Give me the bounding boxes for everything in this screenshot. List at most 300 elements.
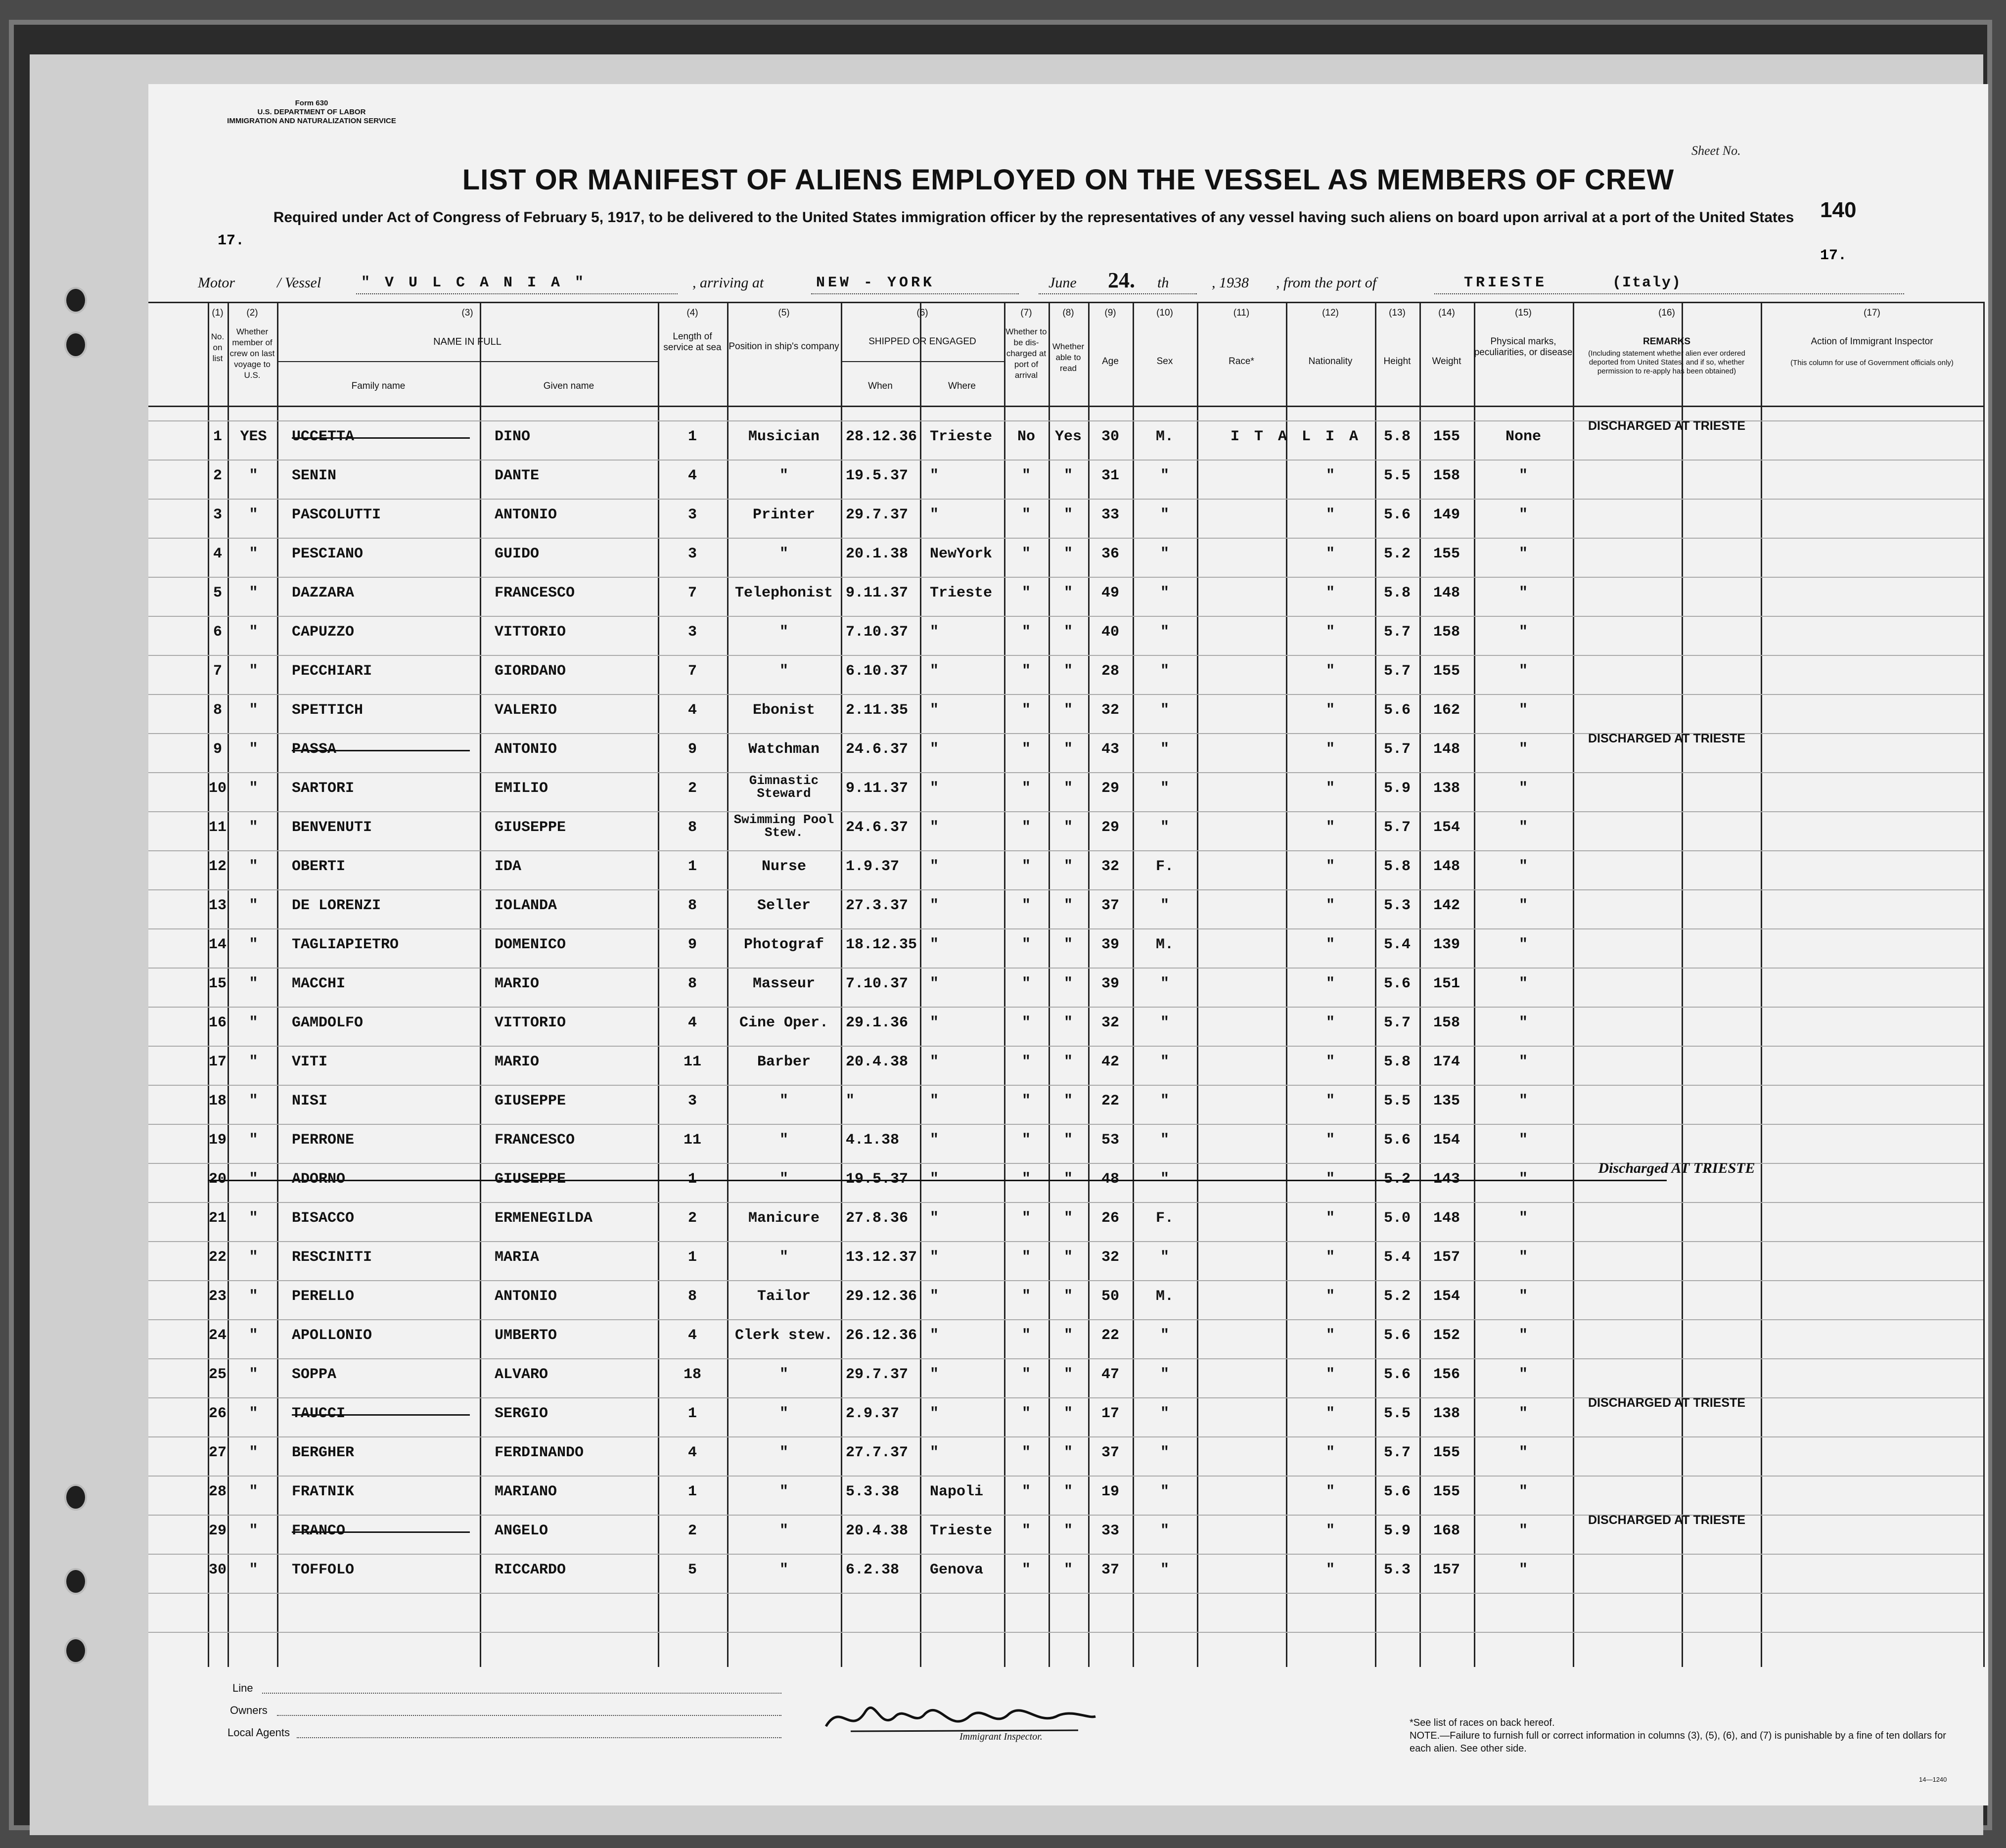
row-10-age: 29 <box>1101 780 1119 797</box>
row-25-disch: " <box>1021 1366 1031 1383</box>
row-22-position: " <box>779 1249 788 1266</box>
row-2-member: " <box>249 467 258 484</box>
row-1-where: Trieste <box>930 428 993 445</box>
header-member: Whether member of crew on last voyage to U.S. <box>229 327 275 380</box>
row-20-where: " <box>930 1171 939 1188</box>
row-19-sex: " <box>1160 1132 1169 1149</box>
row-4-nat: " <box>1325 546 1335 562</box>
row-9-where: " <box>930 741 939 758</box>
punch-hole-icon <box>64 1484 87 1511</box>
row-7-nat: " <box>1325 663 1335 680</box>
row-28-position: " <box>779 1483 788 1500</box>
header-n15: (15) <box>1515 308 1532 318</box>
row-19-nat: " <box>1325 1132 1335 1149</box>
row-21-weight: 148 <box>1433 1210 1460 1227</box>
row-27-height: 5.7 <box>1383 1444 1411 1461</box>
row-rule <box>148 1593 1983 1594</box>
row-rule <box>148 772 1983 773</box>
row-6-given: VITTORIO <box>495 624 566 641</box>
row-25-height: 5.6 <box>1383 1366 1411 1383</box>
row-28-length: 1 <box>687 1483 697 1500</box>
row-25-weight: 156 <box>1433 1366 1460 1383</box>
row-14-family: TAGLIAPIETRO <box>292 936 399 953</box>
row-2-when: 19.5.37 <box>846 467 909 484</box>
row-26-age: 17 <box>1101 1405 1119 1422</box>
row-rule <box>148 1476 1983 1477</box>
row-11-member: " <box>249 819 258 836</box>
row-10-height: 5.9 <box>1383 780 1411 797</box>
row-10-given: EMILIO <box>495 780 548 797</box>
row-5-where: Trieste <box>930 585 993 601</box>
row-7-disch: " <box>1021 663 1031 680</box>
row-22-phys: " <box>1518 1249 1528 1266</box>
row-12-where: " <box>930 858 939 875</box>
header-n11: (11) <box>1233 308 1250 318</box>
row-27-weight: 155 <box>1433 1444 1460 1461</box>
row-26-sex: " <box>1160 1405 1169 1422</box>
header-action: Action of Immigrant Inspector <box>1811 336 1933 347</box>
row-rule <box>148 1280 1983 1281</box>
row-9-sex: " <box>1160 741 1169 758</box>
row-27-family: BERGHER <box>292 1444 355 1461</box>
row-29-when: 20.4.38 <box>846 1523 909 1539</box>
row-10-when: 9.11.37 <box>846 780 909 797</box>
row-10-length: 2 <box>687 780 697 797</box>
row-rule <box>148 1554 1983 1555</box>
footer-note <box>1410 1716 1954 1755</box>
row-21-disch: " <box>1021 1210 1031 1227</box>
row-15-no: 15 <box>208 975 227 992</box>
row-8-read: " <box>1063 702 1073 719</box>
row-2-height: 5.5 <box>1383 467 1411 484</box>
row-1-race: I T A L I A <box>1230 428 1362 445</box>
sheet-number: 140 <box>1820 198 1857 222</box>
row-24-weight: 152 <box>1433 1327 1460 1344</box>
row-6-length: 3 <box>687 624 697 641</box>
row-rule <box>148 811 1983 812</box>
row-26-no: 26 <box>208 1405 227 1422</box>
races-note: *See list of races on back hereof. <box>1410 1717 1555 1728</box>
row-7-weight: 155 <box>1433 663 1460 680</box>
row-6-weight: 158 <box>1433 624 1460 641</box>
column-rule <box>1197 302 1198 1667</box>
row-16-phys: " <box>1518 1015 1528 1031</box>
row-1-read: Yes <box>1054 428 1082 445</box>
row-3-length: 3 <box>687 507 697 523</box>
row-4-height: 5.2 <box>1383 546 1411 562</box>
row-5-height: 5.8 <box>1383 585 1411 601</box>
row-29-sex: " <box>1160 1523 1169 1539</box>
row-13-read: " <box>1063 897 1073 914</box>
row-20-sex: " <box>1160 1171 1169 1188</box>
row-11-disch: " <box>1021 819 1031 836</box>
row-rule <box>148 850 1983 851</box>
footer-owners-blank <box>277 1715 781 1716</box>
row-30-sex: " <box>1160 1562 1169 1578</box>
row-18-position: " <box>779 1093 788 1109</box>
row-18-length: 3 <box>687 1093 697 1109</box>
row-9-given: ANTONIO <box>495 741 557 758</box>
row-10-position: Gimnastic Steward <box>749 773 819 801</box>
row-14-member: " <box>249 936 258 953</box>
row-21-member: " <box>249 1210 258 1227</box>
row-24-given: UMBERTO <box>495 1327 557 1344</box>
row-21-when: 27.8.36 <box>846 1210 909 1227</box>
row-30-length: 5 <box>687 1562 697 1578</box>
row-10-nat: " <box>1325 780 1335 797</box>
header-weight: Weight <box>1432 356 1461 367</box>
row-4-when: 20.1.38 <box>846 546 909 562</box>
row-9-member: " <box>249 741 258 758</box>
row-rule <box>148 1241 1983 1242</box>
row-22-height: 5.4 <box>1383 1249 1411 1266</box>
column-rule <box>841 302 842 1667</box>
row-3-position: Printer <box>752 507 816 523</box>
form-number: Form 630 <box>295 99 328 107</box>
row-3-where: " <box>930 507 939 523</box>
row-2-given: DANTE <box>495 467 540 484</box>
row-15-disch: " <box>1021 975 1031 992</box>
row-24-sex: " <box>1160 1327 1169 1344</box>
row-4-member: " <box>249 546 258 562</box>
header-length: Length of service at sea <box>663 331 722 353</box>
column-rule <box>277 302 278 1667</box>
column-rule <box>1682 302 1683 1667</box>
row-23-no: 23 <box>208 1288 227 1305</box>
row-8-no: 8 <box>213 702 222 719</box>
row-30-disch: " <box>1021 1562 1031 1578</box>
row-25-given: ALVARO <box>495 1366 548 1383</box>
row-2-no: 2 <box>213 467 222 484</box>
arrival-day: 24. <box>1108 268 1135 292</box>
row-20-nat: " <box>1325 1171 1335 1188</box>
row-rule <box>148 1436 1983 1437</box>
row-6-member: " <box>249 624 258 641</box>
header-n13: (13) <box>1389 308 1406 318</box>
row-27-phys: " <box>1518 1444 1528 1461</box>
row-14-length: 9 <box>687 936 697 953</box>
row-28-member: " <box>249 1483 258 1500</box>
row-12-family: OBERTI <box>292 858 346 875</box>
row-17-length: 11 <box>683 1054 701 1070</box>
header-name-in-full: NAME IN FULL <box>433 336 502 347</box>
row-12-weight: 148 <box>1433 858 1460 875</box>
row-20-member: " <box>249 1171 258 1188</box>
header-physical: Physical marks, peculiarities, or disease <box>1474 336 1573 358</box>
header-n7: (7) <box>1020 308 1032 318</box>
row-27-read: " <box>1063 1444 1073 1461</box>
row-3-phys: " <box>1518 507 1528 523</box>
row-9-weight: 148 <box>1433 741 1460 758</box>
header-bottom-rule <box>148 406 1983 407</box>
row-26-length: 1 <box>687 1405 697 1422</box>
row-15-position: Masseur <box>752 975 816 992</box>
row-13-where: " <box>930 897 939 914</box>
row-rule <box>148 460 1983 461</box>
row-19-given: FRANCESCO <box>495 1132 575 1149</box>
row-15-age: 39 <box>1101 975 1119 992</box>
row-29-read: " <box>1063 1523 1073 1539</box>
column-rule <box>1573 302 1574 1667</box>
row-17-weight: 174 <box>1433 1054 1460 1070</box>
row-19-phys: " <box>1518 1132 1528 1149</box>
row-16-nat: " <box>1325 1015 1335 1031</box>
header-n12: (12) <box>1322 308 1339 318</box>
row-13-disch: " <box>1021 897 1031 914</box>
row-23-disch: " <box>1021 1288 1031 1305</box>
row-29-no: 29 <box>208 1523 227 1539</box>
row-21-sex: F. <box>1155 1210 1174 1227</box>
row-14-height: 5.4 <box>1383 936 1411 953</box>
row-26-given: SERGIO <box>495 1405 548 1422</box>
row-rule <box>148 968 1983 969</box>
row-8-member: " <box>249 702 258 719</box>
header-n10: (10) <box>1156 308 1173 318</box>
row-3-weight: 149 <box>1433 507 1460 523</box>
row-22-when: 13.12.37 <box>846 1249 917 1266</box>
row-29-weight: 168 <box>1433 1523 1460 1539</box>
row-12-phys: " <box>1518 858 1528 875</box>
row-rule <box>148 1202 1983 1203</box>
seventeen-left: 17. <box>218 232 245 249</box>
row-4-phys: " <box>1518 546 1528 562</box>
row-28-read: " <box>1063 1483 1073 1500</box>
penalty-note: NOTE.—Failure to furnish full or correct information in columns (3), (5), (6), and (7) is punishable by a fine of ten dollars for each alien. See other side. <box>1410 1730 1946 1754</box>
row-14-age: 39 <box>1101 936 1119 953</box>
row-27-nat: " <box>1325 1444 1335 1461</box>
row-14-position: Photograf <box>743 936 824 953</box>
row-1-sex: M. <box>1155 428 1174 445</box>
row-13-member: " <box>249 897 258 914</box>
row-19-read: " <box>1063 1132 1073 1149</box>
row-25-nat: " <box>1325 1366 1335 1383</box>
row-18-when: " <box>846 1093 855 1109</box>
row-25-where: " <box>930 1366 939 1383</box>
row-27-where: " <box>930 1444 939 1461</box>
row-23-family: PERELLO <box>292 1288 355 1305</box>
row-28-where: Napoli <box>930 1483 984 1500</box>
row-22-read: " <box>1063 1249 1073 1266</box>
row-3-age: 33 <box>1101 507 1119 523</box>
row-17-where: " <box>930 1054 939 1070</box>
row-15-given: MARIO <box>495 975 540 992</box>
row-2-read: " <box>1063 467 1073 484</box>
row-17-phys: " <box>1518 1054 1528 1070</box>
row-10-disch: " <box>1021 780 1031 797</box>
row-19-weight: 154 <box>1433 1132 1460 1149</box>
row-26-read: " <box>1063 1405 1073 1422</box>
row-22-age: 32 <box>1101 1249 1119 1266</box>
row-16-family: GAMDOLFO <box>292 1015 364 1031</box>
row-29-nat: " <box>1325 1523 1335 1539</box>
blank-line <box>1039 293 1197 294</box>
row-12-height: 5.8 <box>1383 858 1411 875</box>
row-29-where: Trieste <box>930 1523 993 1539</box>
arrival-day-suffix: th <box>1157 275 1169 291</box>
row-12-member: " <box>249 858 258 875</box>
row-22-given: MARIA <box>495 1249 540 1266</box>
row-18-sex: " <box>1160 1093 1169 1109</box>
header-sex: Sex <box>1156 356 1173 367</box>
row-30-family: TOFFOLO <box>292 1562 355 1578</box>
row-20-position: " <box>779 1171 788 1188</box>
header-n16: (16) <box>1658 308 1675 318</box>
row-2-length: 4 <box>687 467 697 484</box>
header-remarks: REMARKS <box>1642 336 1691 347</box>
row-21-position: Manicure <box>748 1210 820 1227</box>
row-8-family: SPETTICH <box>292 702 364 719</box>
page-title: LIST OR MANIFEST OF ALIENS EMPLOYED ON THE VESSEL AS MEMBERS OF CREW <box>462 164 1675 196</box>
row-6-position: " <box>779 624 788 641</box>
row-26-when: 2.9.37 <box>846 1405 900 1422</box>
blank-line <box>356 293 678 294</box>
row-11-when: 24.6.37 <box>846 819 909 836</box>
remark-row-26: DISCHARGED AT TRIESTE <box>1588 1396 1746 1410</box>
row-21-given: ERMENEGILDA <box>495 1210 593 1227</box>
row-10-member: " <box>249 780 258 797</box>
row-rule <box>148 577 1983 578</box>
row-18-where: " <box>930 1093 939 1109</box>
row-1-age: 30 <box>1101 428 1119 445</box>
department-name: U.S. DEPARTMENT OF LABOR <box>257 108 366 116</box>
row-12-read: " <box>1063 858 1073 875</box>
row-22-family: RESCINITI <box>292 1249 372 1266</box>
row-8-position: Ebonist <box>752 702 816 719</box>
row-30-when: 6.2.38 <box>846 1562 900 1578</box>
row-10-no: 10 <box>208 780 227 797</box>
seventeen-right: 17. <box>1820 247 1847 264</box>
row-rule <box>148 928 1983 929</box>
row-11-age: 29 <box>1101 819 1119 836</box>
row-28-nat: " <box>1325 1483 1335 1500</box>
punch-hole-icon <box>64 1568 87 1595</box>
row-24-no: 24 <box>208 1327 227 1344</box>
row-5-position: Telephonist <box>734 585 833 601</box>
row-rule <box>148 655 1983 656</box>
row-27-no: 27 <box>208 1444 227 1461</box>
header-n2: (2) <box>246 308 258 318</box>
row-15-nat: " <box>1325 975 1335 992</box>
row-4-length: 3 <box>687 546 697 562</box>
row-14-phys: " <box>1518 936 1528 953</box>
row-16-position: Cine Oper. <box>739 1015 829 1031</box>
row-7-sex: " <box>1160 663 1169 680</box>
row-20-height: 5.2 <box>1383 1171 1411 1188</box>
row-13-family: DE LORENZI <box>292 897 381 914</box>
row-rule <box>148 1007 1983 1008</box>
row-6-family: CAPUZZO <box>292 624 355 641</box>
row-7-member: " <box>249 663 258 680</box>
blank-line <box>811 293 1019 294</box>
row-26-phys: " <box>1518 1405 1528 1422</box>
row-5-disch: " <box>1021 585 1031 601</box>
row-4-where: NewYork <box>930 546 993 562</box>
row-7-where: " <box>930 663 939 680</box>
row-16-member: " <box>249 1015 258 1031</box>
row-4-family: PESCIANO <box>292 546 364 562</box>
row-12-sex: F. <box>1155 858 1174 875</box>
row-28-family: FRATNIK <box>292 1483 355 1500</box>
row-17-height: 5.8 <box>1383 1054 1411 1070</box>
row-13-length: 8 <box>687 897 697 914</box>
row-8-when: 2.11.35 <box>846 702 909 719</box>
row-23-age: 50 <box>1101 1288 1119 1305</box>
row-4-no: 4 <box>213 546 222 562</box>
row-17-family: VITI <box>292 1054 328 1070</box>
row-24-where: " <box>930 1327 939 1344</box>
row-2-family: SENIN <box>292 467 337 484</box>
row-20-weight: 143 <box>1433 1171 1460 1188</box>
row-30-position: " <box>779 1562 788 1578</box>
row-12-given: IDA <box>495 858 522 875</box>
punch-hole-icon <box>64 1637 87 1664</box>
row-5-family: DAZZARA <box>292 585 355 601</box>
row-10-weight: 138 <box>1433 780 1460 797</box>
row-10-family: SARTORI <box>292 780 355 797</box>
row-15-sex: " <box>1160 975 1169 992</box>
row-15-weight: 151 <box>1433 975 1460 992</box>
row-9-phys: " <box>1518 741 1528 758</box>
row-23-member: " <box>249 1288 258 1305</box>
column-rule <box>1761 302 1762 1667</box>
row-17-member: " <box>249 1054 258 1070</box>
footer-line-label: Line <box>232 1682 253 1694</box>
row-6-age: 40 <box>1101 624 1119 641</box>
row-2-position: " <box>779 467 788 484</box>
remark-row-1: DISCHARGED AT TRIESTE <box>1588 419 1746 433</box>
row-4-sex: " <box>1160 546 1169 562</box>
header-read: Whether able to read <box>1052 342 1085 373</box>
row-21-height: 5.0 <box>1383 1210 1411 1227</box>
row-6-when: 7.10.37 <box>846 624 909 641</box>
form-print-number: 14—1240 <box>1919 1776 1947 1783</box>
row-8-weight: 162 <box>1433 702 1460 719</box>
row-24-position: Clerk stew. <box>734 1327 833 1344</box>
row-16-weight: 158 <box>1433 1015 1460 1031</box>
row-8-length: 4 <box>687 702 697 719</box>
row-2-age: 31 <box>1101 467 1119 484</box>
blank-line <box>1434 293 1904 294</box>
row-26-nat: " <box>1325 1405 1335 1422</box>
row-13-no: 13 <box>208 897 227 914</box>
remark-row-20: Discharged AT TRIESTE <box>1598 1160 1755 1176</box>
row-15-height: 5.6 <box>1383 975 1411 992</box>
row-5-member: " <box>249 585 258 601</box>
vessel-name: " V U L C A N I A " <box>361 275 587 291</box>
row-6-no: 6 <box>213 624 222 641</box>
row-17-no: 17 <box>208 1054 227 1070</box>
row-13-phys: " <box>1518 897 1528 914</box>
row-12-age: 32 <box>1101 858 1119 875</box>
row-18-nat: " <box>1325 1093 1335 1109</box>
header-n1: (1) <box>212 308 224 318</box>
header-race: Race* <box>1229 356 1254 367</box>
row-7-phys: " <box>1518 663 1528 680</box>
row-25-sex: " <box>1160 1366 1169 1383</box>
row-19-position: " <box>779 1132 788 1149</box>
row-8-height: 5.6 <box>1383 702 1411 719</box>
row-29-disch: " <box>1021 1523 1031 1539</box>
row-13-height: 5.3 <box>1383 897 1411 914</box>
row-14-given: DOMENICO <box>495 936 566 953</box>
row-10-phys: " <box>1518 780 1528 797</box>
row-5-no: 5 <box>213 585 222 601</box>
header-age: Age <box>1102 356 1119 367</box>
header-n17: (17) <box>1864 308 1880 318</box>
row-15-where: " <box>930 975 939 992</box>
row-16-sex: " <box>1160 1015 1169 1031</box>
row-28-sex: " <box>1160 1483 1169 1500</box>
